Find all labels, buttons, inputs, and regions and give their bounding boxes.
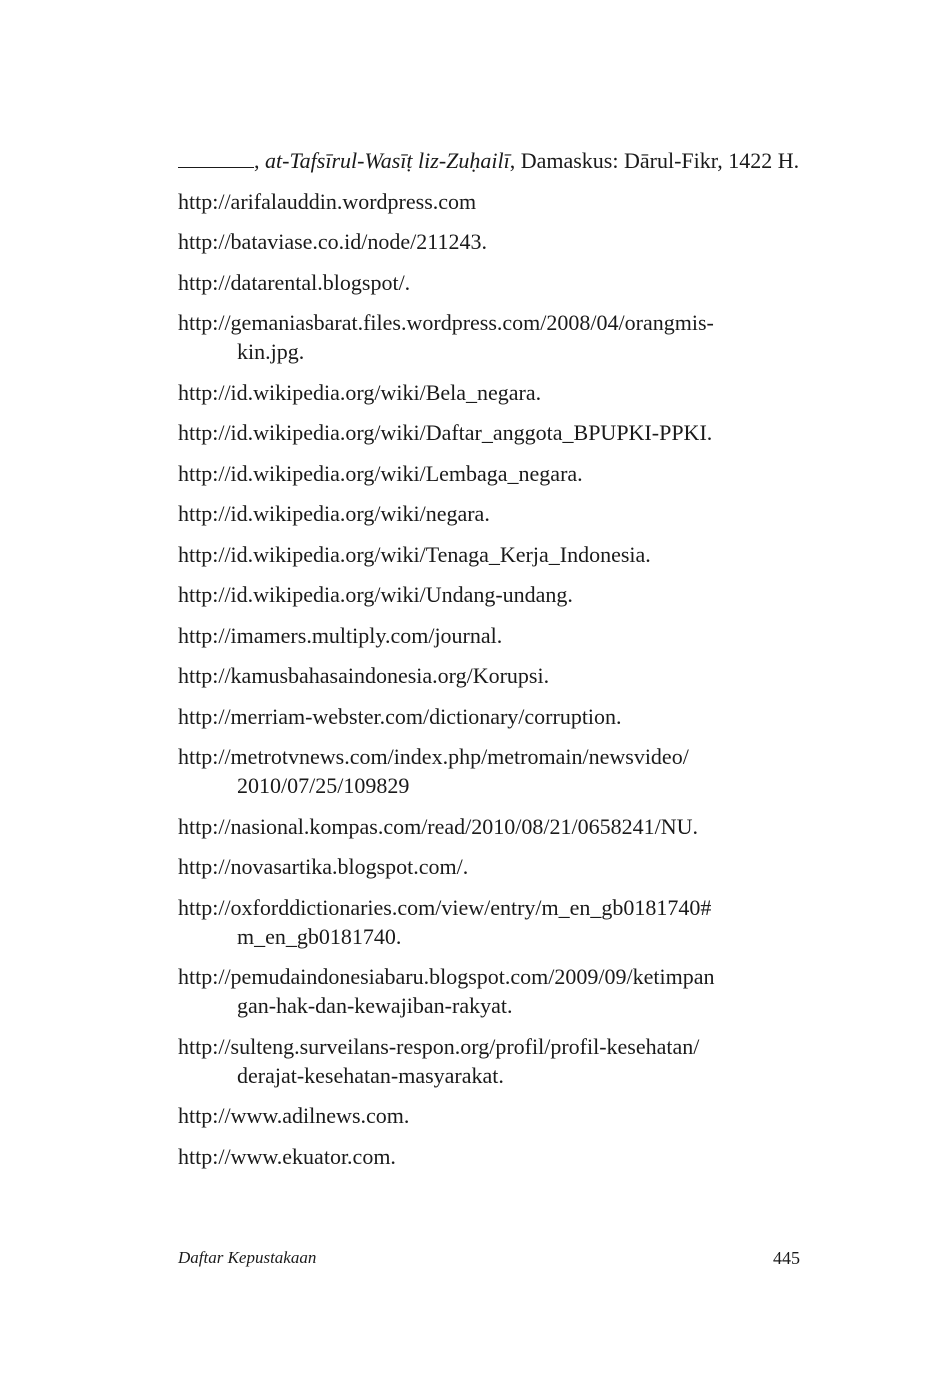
bibliography-entry: http://merriam-webster.com/dictionary/corruption.	[178, 703, 622, 729]
bibliography-entry-tafsir: , at-Tafsīrul-Wasīṭ liz-Zuḥailī, Damaskus: Dārul-Fikr, 1422 H.	[178, 146, 800, 175]
bibliography-list	[178, 146, 800, 1182]
running-footer-title: Daftar Kepustakaan	[178, 1248, 317, 1267]
bibliography-entry: http://imamers.multiply.com/journal.	[178, 622, 503, 648]
bibliography-entry: http://gemaniasbarat.files.wordpress.com/2008/04/orangmis- kin.jpg.	[178, 310, 714, 364]
bibliography-entry: http://id.wikipedia.org/wiki/Lembaga_negara.	[178, 460, 583, 486]
bibliography-entry: http://id.wikipedia.org/wiki/Daftar_anggota_BPUPKI-PPKI.	[178, 420, 713, 445]
bibliography-entry: http://oxforddictionaries.com/view/entry/m_en_gb0181740# m_en_gb0181740.	[178, 894, 712, 949]
bibliography-entry: http://id.wikipedia.org/wiki/negara.	[178, 501, 490, 526]
bibliography-entry: http://id.wikipedia.org/wiki/Bela_negara.	[178, 379, 542, 405]
bibliography-entry: http://datarental.blogspot/.	[178, 269, 411, 295]
bibliography-entry: http://arifalauddin.wordpress.com	[178, 188, 477, 214]
publication-info: , Damaskus: Dārul-Fikr, 1422 H.	[509, 148, 800, 173]
author-repeat-rule	[178, 150, 254, 168]
bibliography-entry: http://pemudaindonesiabaru.blogspot.com/2009/09/ketimpan gan-hak-dan-kewajiban-rakyat.	[178, 964, 715, 1018]
bibliography-entry: http://metrotvnews.com/index.php/metromain/newsvideo/ 2010/07/25/109829	[178, 744, 689, 798]
bibliography-entry: http://bataviase.co.id/node/211243.	[178, 229, 487, 254]
bibliography-entry: http://nasional.kompas.com/read/2010/08/21/0658241/NU.	[178, 813, 698, 839]
bibliography-entry: http://www.ekuator.com.	[178, 1143, 396, 1169]
bibliography-entry: http://id.wikipedia.org/wiki/Undang-undang.	[178, 582, 573, 607]
bibliography-entry: http://sulteng.surveilans-respon.org/profil/profil-kesehatan/ derajat-kesehatan-masyarakat.	[178, 1033, 700, 1088]
bibliography-entry: http://kamusbahasaindonesia.org/Korupsi.	[178, 663, 550, 688]
book-title: at-Tafsīrul-Wasīṭ liz-Zuḥailī	[265, 148, 510, 173]
bibliography-entry: http://www.adilnews.com.	[178, 1103, 410, 1128]
bibliography-entry: http://id.wikipedia.org/wiki/Tenaga_Kerja_Indonesia.	[178, 541, 651, 567]
bibliography-entry: http://novasartika.blogspot.com/.	[178, 854, 469, 879]
page-number: 445	[773, 1248, 800, 1268]
